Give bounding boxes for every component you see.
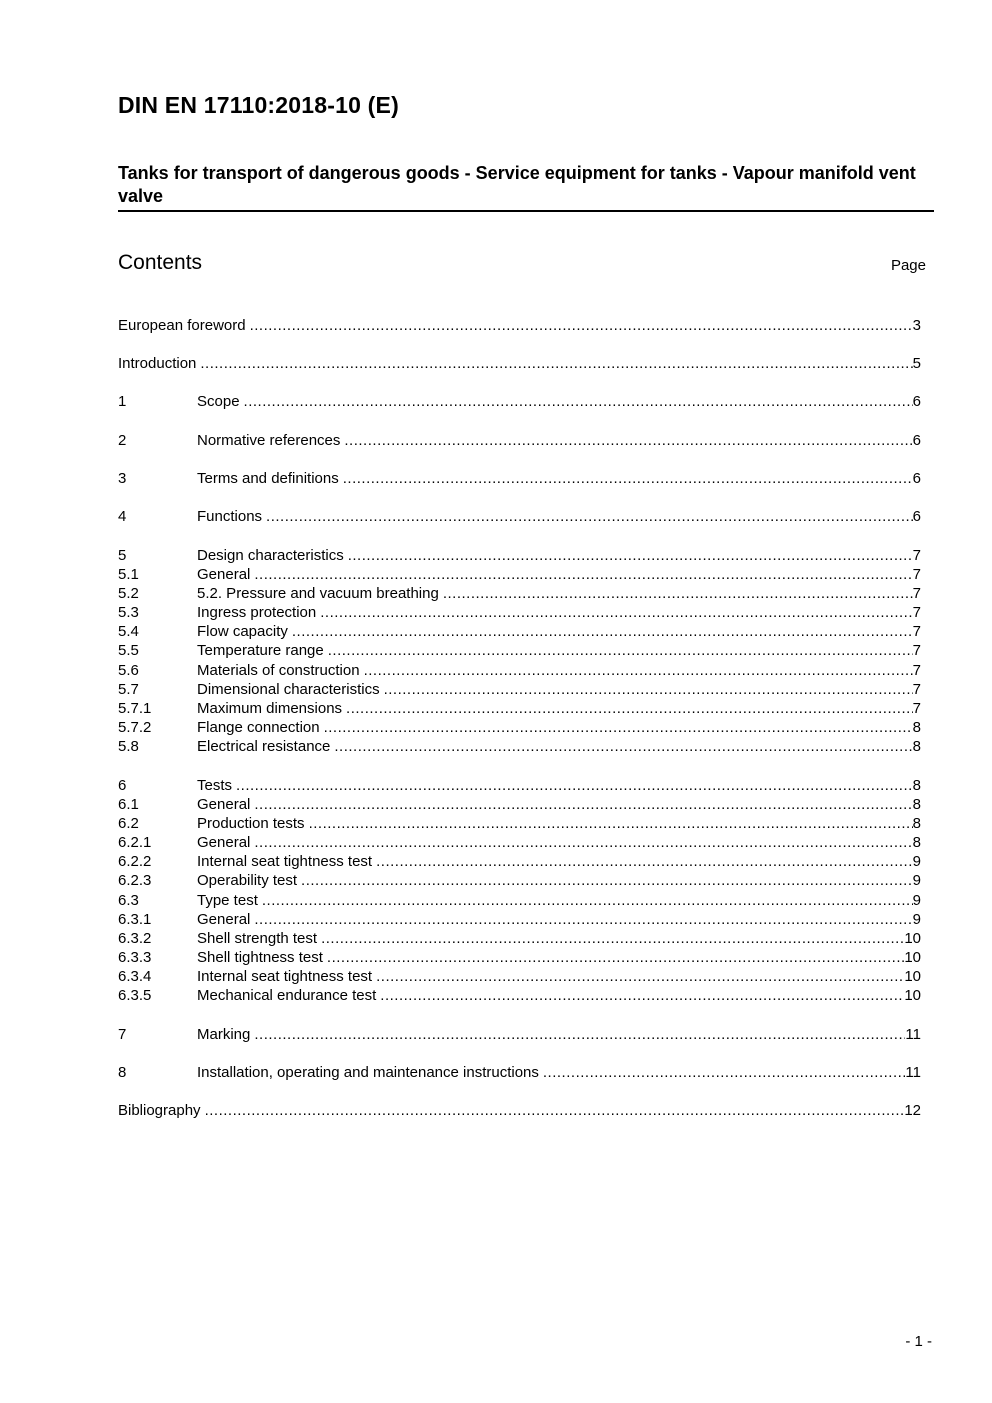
toc-entry-number: 4 [118, 508, 127, 525]
toc-entry-number: 6.2.1 [118, 834, 152, 851]
toc-entry-title: General [197, 566, 251, 583]
toc-leader [376, 967, 904, 986]
toc-entry[interactable] [118, 852, 921, 871]
toc-entry-page: 11 [905, 1026, 921, 1043]
toc-entry-title: Design characteristics [197, 547, 344, 564]
toc-entry-number: 5.1 [118, 566, 139, 583]
toc-entry[interactable] [118, 565, 921, 584]
toc-entry-title: General [197, 911, 251, 928]
toc-leader [254, 833, 912, 852]
toc-entry-page: 7 [912, 547, 921, 564]
toc-entry[interactable] [118, 1025, 921, 1044]
toc-entry-page: 11 [905, 1064, 921, 1081]
toc-leader [343, 469, 913, 488]
toc-leader [254, 1025, 905, 1044]
toc-entry-page: 7 [912, 681, 921, 698]
toc-entry-number: 1 [118, 393, 127, 410]
toc-entry-title: Maximum dimensions [197, 700, 343, 717]
toc-entry[interactable] [118, 910, 921, 929]
toc-leader [327, 948, 904, 967]
toc-entry-title: Marking [197, 1026, 251, 1043]
toc-leader [309, 814, 913, 833]
toc-entry-number: 5.4 [118, 623, 139, 640]
toc-entry[interactable] [118, 699, 921, 718]
toc-entry-number: 6.3.2 [118, 930, 152, 947]
toc-leader [364, 661, 913, 680]
toc-leader [348, 546, 913, 565]
toc-leader [254, 565, 912, 584]
toc-entry[interactable] [118, 737, 921, 756]
toc-entry[interactable] [118, 641, 921, 660]
toc-entry-title: Operability test [197, 872, 298, 889]
toc-leader [344, 431, 912, 450]
toc-entry-page: 5 [912, 355, 921, 372]
toc-entry-page: 7 [912, 585, 921, 602]
toc-leader [321, 929, 904, 948]
toc-entry-number: 6.1 [118, 796, 139, 813]
toc-leader [384, 680, 913, 699]
toc-leader [301, 871, 913, 890]
toc-leader [334, 737, 912, 756]
toc-entry[interactable] [118, 603, 921, 622]
toc-entry-page: 7 [912, 566, 921, 583]
toc-entry-page: 9 [912, 872, 921, 889]
toc-entry-title: General [197, 796, 251, 813]
toc-entry-page: 8 [912, 815, 921, 832]
toc-entry-title: Scope [197, 393, 240, 410]
toc-entry-title: Ingress protection [197, 604, 317, 621]
toc-leader [346, 699, 913, 718]
toc-leader [266, 507, 913, 526]
toc-entry-number: 5.2 [118, 585, 139, 602]
toc-entry-page: 9 [912, 853, 921, 870]
toc-entry-page: 10 [904, 968, 921, 985]
toc-entry-page: 10 [904, 930, 921, 947]
toc-entry-title: Electrical resistance [197, 738, 331, 755]
footer-page-number: - 1 - [905, 1333, 932, 1350]
toc-entry-number: 2 [118, 432, 127, 449]
toc-entry-number: 5.3 [118, 604, 139, 621]
document-identifier: DIN EN 17110:2018-10 (E) [118, 92, 399, 118]
toc-entry-page: 6 [912, 393, 921, 410]
toc-entry-page: 7 [912, 623, 921, 640]
toc-entry-page: 9 [912, 892, 921, 909]
toc-entry-title: Introduction [118, 355, 197, 372]
toc-entry-number: 6.2.2 [118, 853, 152, 870]
toc-entry[interactable] [118, 431, 921, 450]
toc-entry-page: 10 [904, 949, 921, 966]
toc-leader [236, 776, 913, 795]
toc-entry-title: Materials of construction [197, 662, 360, 679]
toc-entry-number: 5.7 [118, 681, 139, 698]
toc-entry-title: Production tests [197, 815, 305, 832]
toc-entry-number: 6.3.5 [118, 987, 152, 1004]
toc-entry[interactable] [118, 986, 921, 1005]
toc-entry-number: 6 [118, 777, 127, 794]
toc-leader [543, 1063, 906, 1082]
toc-entry-title: Dimensional characteristics [197, 681, 380, 698]
toc-entry-number: 6.3.3 [118, 949, 152, 966]
toc-entry-number: 7 [118, 1026, 127, 1043]
toc-entry-title: Internal seat tightness test [197, 853, 373, 870]
toc-entry[interactable] [118, 718, 921, 737]
toc-entry-title: Type test [197, 892, 258, 909]
toc-leader [262, 891, 913, 910]
toc-entry-page: 8 [912, 796, 921, 813]
toc-entry-page: 6 [912, 470, 921, 487]
toc-entry[interactable] [118, 316, 921, 335]
toc-leader [328, 641, 913, 660]
toc-entry-page: 7 [912, 662, 921, 679]
toc-entry-number: 5.8 [118, 738, 139, 755]
toc-entry[interactable] [118, 661, 921, 680]
toc-leader [254, 910, 912, 929]
toc-entry-page: 9 [912, 911, 921, 928]
toc-entry-number: 3 [118, 470, 127, 487]
page-column-label: Page [890, 257, 926, 274]
toc-leader [205, 1101, 905, 1120]
toc-entry-title: 5.2. Pressure and vacuum breathing [197, 585, 439, 602]
toc-entry[interactable] [118, 929, 921, 948]
toc-entry-number: 8 [118, 1064, 127, 1081]
toc-entry-page: 7 [912, 604, 921, 621]
toc-entry-title: Functions [197, 508, 263, 525]
toc-entry[interactable] [118, 1101, 921, 1120]
toc-entry-number: 6.2 [118, 815, 139, 832]
toc-entry-number: 6.3 [118, 892, 139, 909]
toc-entry-title: Bibliography [118, 1102, 201, 1119]
toc-entry-number: 5 [118, 547, 127, 564]
toc-entry[interactable] [118, 795, 921, 814]
toc-leader [376, 852, 913, 871]
contents-heading: Contents [118, 251, 203, 274]
toc-entry-title: Internal seat tightness test [197, 968, 373, 985]
toc-entry-number: 6.2.3 [118, 872, 152, 889]
toc-entry[interactable] [118, 776, 921, 795]
toc-entry[interactable] [118, 833, 921, 852]
toc-entry[interactable] [118, 584, 921, 603]
toc-entry-number: 5.6 [118, 662, 139, 679]
toc-leader [380, 986, 904, 1005]
toc-entry-page: 8 [912, 738, 921, 755]
toc-leader [324, 718, 913, 737]
toc-entry-page: 8 [912, 719, 921, 736]
toc-entry-page: 6 [912, 508, 921, 525]
toc-entry-page: 8 [912, 777, 921, 794]
toc-leader [244, 392, 913, 411]
toc-entry[interactable] [118, 948, 921, 967]
toc-entry[interactable] [118, 680, 921, 699]
toc-entry-title: Normative references [197, 432, 341, 449]
toc-leader [200, 354, 912, 373]
toc-entry-title: European foreword [118, 317, 246, 334]
toc-entry-page: 12 [904, 1102, 921, 1119]
toc-entry-page: 6 [912, 432, 921, 449]
toc-leader [320, 603, 912, 622]
toc-entry[interactable] [118, 546, 921, 565]
toc-entry-title: Flow capacity [197, 623, 288, 640]
toc-leader [292, 622, 913, 641]
toc-entry[interactable] [118, 622, 921, 641]
toc-entry-number: 6.3.1 [118, 911, 152, 928]
document-title: Tanks for transport of dangerous goods - Service equipment for tanks - Vapour manifold vent valve [118, 163, 916, 206]
toc-entry-number: 5.7.2 [118, 719, 152, 736]
toc-entry-number: 6.3.4 [118, 968, 152, 985]
toc-entry-title: Mechanical endurance test [197, 987, 377, 1004]
toc-entry-number: 5.5 [118, 642, 139, 659]
toc-entry-title: Shell tightness test [197, 949, 323, 966]
title-divider [118, 210, 934, 212]
toc-entry[interactable] [118, 871, 921, 890]
toc-entry[interactable] [118, 891, 921, 910]
toc-entry-title: Installation, operating and maintenance instructions [197, 1064, 539, 1081]
toc-leader [443, 584, 913, 603]
toc-entry-page: 10 [904, 987, 921, 1004]
toc-entry-title: Tests [197, 777, 233, 794]
toc-entry[interactable] [118, 814, 921, 833]
toc-entry[interactable] [118, 967, 921, 986]
toc-entry-title: Flange connection [197, 719, 320, 736]
toc-entry-page: 7 [912, 700, 921, 717]
toc-entry-title: Temperature range [197, 642, 324, 659]
toc-entry-page: 3 [912, 317, 921, 334]
toc-entry[interactable] [118, 392, 921, 411]
toc-entry-title: Terms and definitions [197, 470, 339, 487]
toc-entry-page: 7 [912, 642, 921, 659]
toc-leader [250, 316, 913, 335]
toc-entry[interactable] [118, 507, 921, 526]
toc-entry-title: Shell strength test [197, 930, 318, 947]
toc-entry[interactable] [118, 469, 921, 488]
toc-leader [254, 795, 912, 814]
toc-entry[interactable] [118, 354, 921, 373]
toc-entry-page: 8 [912, 834, 921, 851]
toc-entry-title: General [197, 834, 251, 851]
toc-entry-number: 5.7.1 [118, 700, 152, 717]
toc-entry[interactable] [118, 1063, 921, 1082]
